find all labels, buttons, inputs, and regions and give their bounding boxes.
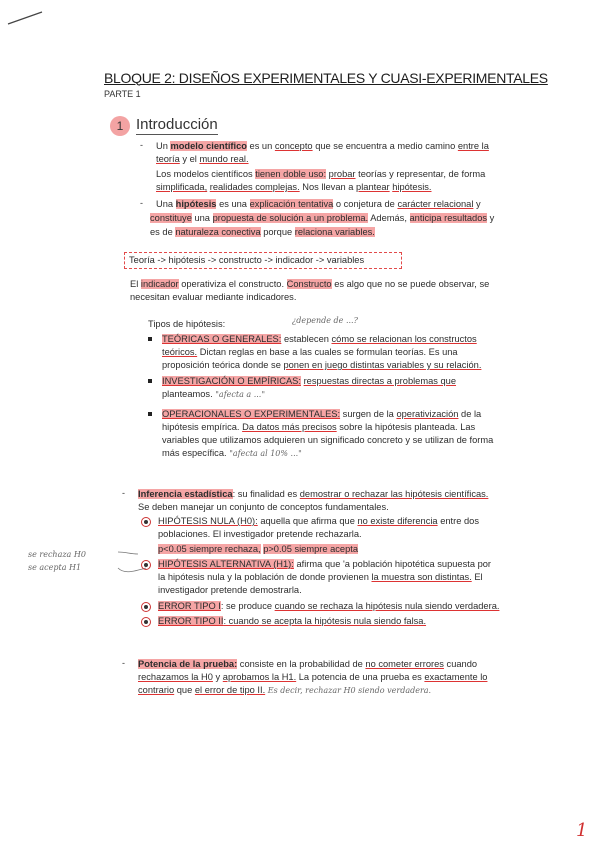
pen-mark <box>6 8 46 28</box>
power-line-2: rechazamos la H0 y aprobamos la H1. La potencia de una prueba es exactamente lo <box>138 672 488 682</box>
h1-line-2: la hipótesis nula y la población de donde provienen la muestra son distintas. El <box>158 572 483 582</box>
error-type-2: ERROR TIPO II: cuando se acepta la hipótesis nula siendo falsa. <box>158 616 427 626</box>
dash-bullet: - <box>122 658 125 668</box>
intro-line-2: teoría y el mundo real. <box>156 154 249 164</box>
power-line-1: Potencia de la prueba: consiste en la probabilidad de no cometer errores cuando <box>138 659 478 669</box>
type-1-line-1: TEÓRICAS O GENERALES: establecen cómo se relacionan los constructos <box>162 334 477 344</box>
type-1-line-2: teóricos. Dictan reglas en base a las cuales se formulan teorías. Es una <box>162 347 458 357</box>
page-number: 1 <box>576 820 588 841</box>
circle-bullet <box>141 517 151 527</box>
square-bullet <box>148 412 152 416</box>
square-bullet <box>148 379 152 383</box>
h0-line-1: HIPÓTESIS NULA (H0): aquella que afirma que no existe diferencia entre dos <box>158 516 479 526</box>
intro-line-4: simplificada, realidades complejas. Nos llevan a plantear hipótesis. <box>156 182 432 192</box>
square-bullet <box>148 337 152 341</box>
intro-line-8: El indicador operativiza el constructo. Constructo es algo que no se puede observar, se <box>130 279 490 289</box>
handwritten-note-2: "afecta a ..." <box>215 390 266 399</box>
margin-note-1: se rechaza H0 <box>28 550 86 559</box>
intro-line-7: es de naturaleza conectiva porque relaciona variables. <box>150 227 375 237</box>
type-3-line-2: hipótesis empírica. Da datos más precisos sobre la hipótesis planteada. Las <box>162 422 476 432</box>
h1-line-3: investigador pretende demostrarla. <box>158 585 302 595</box>
inference-line-2: Se deben manejar un conjunto de conceptos fundamentales. <box>138 502 389 512</box>
section-title: Introducción <box>136 116 218 133</box>
dash-bullet: - <box>122 488 125 498</box>
page-title: BLOQUE 2: DISEÑOS EXPERIMENTALES Y CUASI-EXPERIMENTALES <box>104 70 548 86</box>
h1-line-1: HIPÓTESIS ALTERNATIVA (H1): afirma que 'a población hipotética supuesta por <box>158 559 492 569</box>
handwritten-note-1: ¿depende de ...? <box>292 316 358 325</box>
handwritten-note-3: "afecta al 10% ..." <box>229 449 302 458</box>
intro-line-3: Los modelos científicos tienen doble uso: probar teorías y representar, de forma <box>156 169 486 179</box>
circle-bullet <box>141 602 151 612</box>
type-3-line-4: más específica. "afecta al 10% ..." <box>162 448 302 458</box>
intro-line-1: Un modelo científico es un concepto que se encuentra a medio camino entre la <box>156 141 489 151</box>
concept-chain-box: Teoría -> hipótesis -> constructo -> indicador -> variables <box>124 252 402 269</box>
dash-bullet: - <box>140 140 143 150</box>
circle-bullet <box>141 560 151 570</box>
type-2-line-1: INVESTIGACIÓN O EMPÍRICAS: respuestas directas a problemas que <box>162 376 457 386</box>
circle-bullet <box>141 617 151 627</box>
page-subtitle: PARTE 1 <box>104 89 141 99</box>
p-value-line: p<0.05 siempre rechaza, p>0.05 siempre acepta <box>158 544 359 554</box>
type-2-line-2: planteamos. "afecta a ..." <box>162 389 266 399</box>
power-line-3: contrario que el error de tipo II. Es decir, rechazar H0 siendo verdadera. <box>138 685 432 695</box>
type-1-line-3: proposición teórica donde se ponen en juego distintas variables y su relación. <box>162 360 482 370</box>
type-3-line-3: variables que utilizamos adquieren un significado concreto y se utilizan de forma <box>162 435 494 445</box>
type-3-line-1: OPERACIONALES O EXPERIMENTALES: surgen de la operativización de la <box>162 409 482 419</box>
dash-bullet: - <box>140 198 143 208</box>
intro-line-9: necesitan evaluar mediante indicadores. <box>130 292 297 302</box>
inference-line-1: Inferencia estadística: su finalidad es demostrar o rechazar las hipótesis científicas. <box>138 489 489 499</box>
error-type-1: ERROR TIPO I: se produce cuando se rechaza la hipótesis nula siendo verdadera. <box>158 601 500 611</box>
intro-line-6: constituye una propuesta de solución a un problema. Además, anticipa resultados y <box>150 213 495 223</box>
h0-line-2: poblaciones. El investigador pretende rechazarla. <box>158 529 362 539</box>
types-heading: Tipos de hipótesis: <box>148 319 226 329</box>
section-number: 1 <box>110 116 130 136</box>
margin-note-2: se acepta H1 <box>28 563 82 572</box>
intro-line-5: Una hipótesis es una explicación tentativa o conjetura de carácter relacional y <box>156 199 481 209</box>
